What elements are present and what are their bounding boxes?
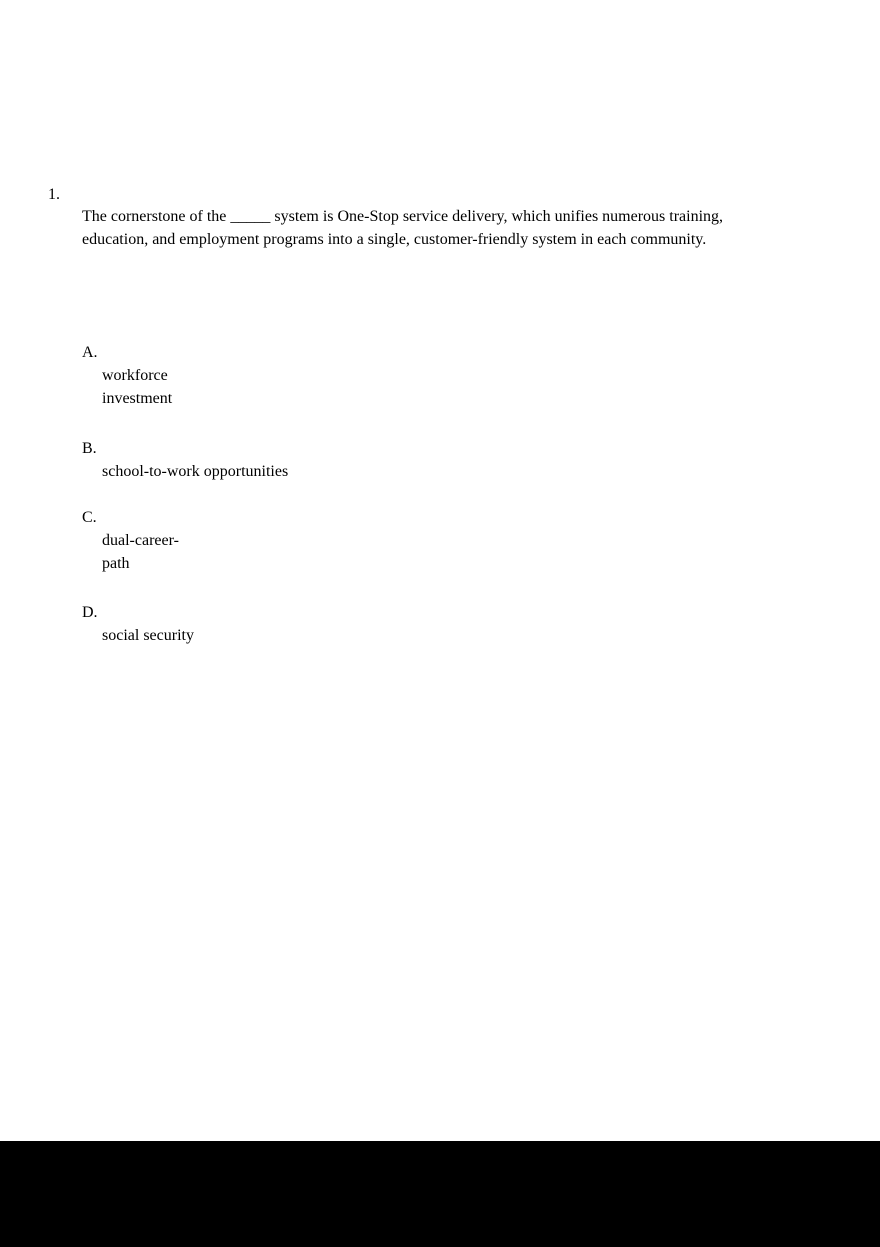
option-a-letter[interactable]: A. [82, 344, 98, 361]
option-b[interactable] [82, 437, 288, 483]
option-c[interactable] [82, 506, 179, 575]
option-text-line[interactable]: path [102, 555, 130, 572]
option-a[interactable] [82, 341, 172, 410]
option-d[interactable] [82, 601, 194, 647]
option-d-text[interactable] [102, 624, 194, 647]
option-text-line[interactable]: social security [102, 627, 194, 644]
option-text-line[interactable]: dual-career- [102, 532, 179, 549]
option-c-letter[interactable]: C. [82, 509, 97, 526]
question-text: The cornerstone of the _____ system is One-Stop service delivery, which unifies numerous training, education, and employment programs into a single, customer-friendly system in each community. [82, 208, 724, 248]
option-a-text[interactable] [102, 364, 172, 410]
option-text-line[interactable]: workforce [102, 367, 168, 384]
option-c-text[interactable] [102, 529, 179, 575]
option-text-line[interactable]: school-to-work opportunities [102, 463, 289, 480]
option-d-letter[interactable]: D. [82, 604, 98, 621]
option-text-line[interactable]: investment [102, 390, 173, 407]
option-b-letter[interactable]: B. [82, 440, 97, 457]
option-b-text[interactable] [102, 460, 288, 483]
question-number: 1. [48, 186, 60, 203]
footer-black-bar [0, 1141, 880, 1247]
